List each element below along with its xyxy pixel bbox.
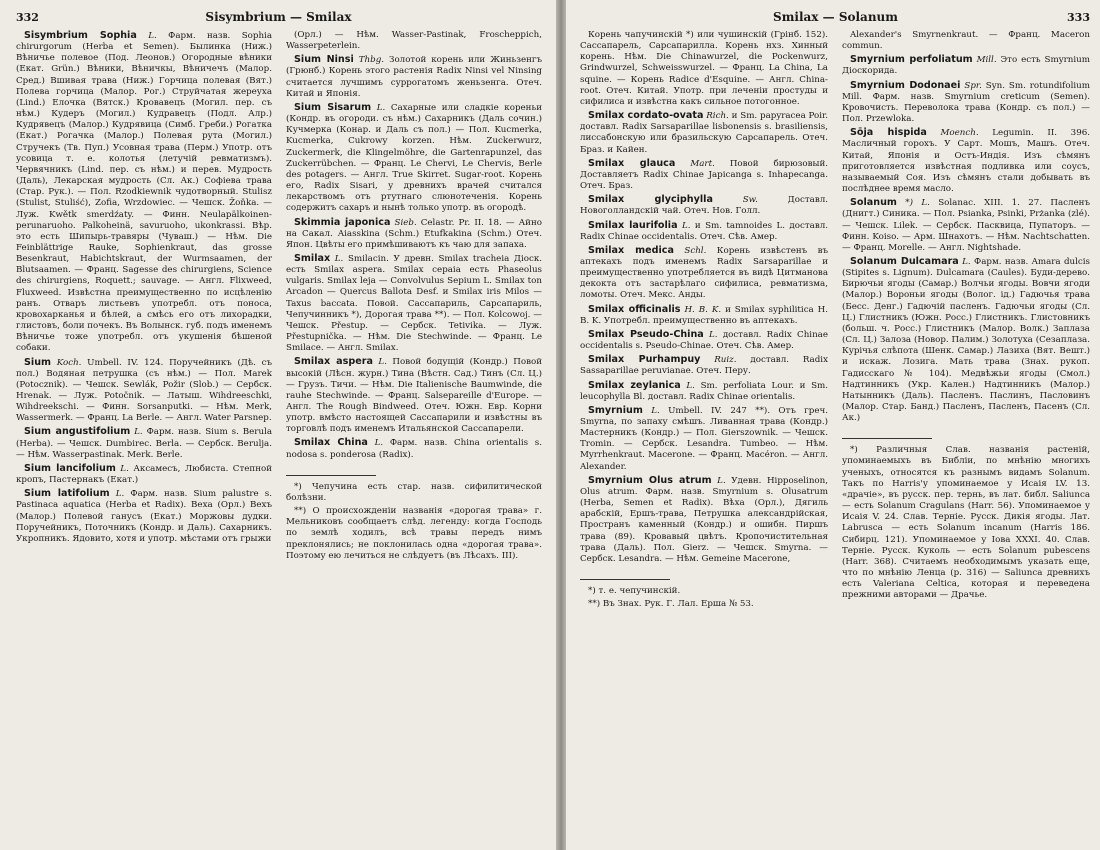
entry-text: Alexander's Smyrnenkraut. — Франц. Maceron commun. — [842, 30, 1090, 52]
footnote-rule — [580, 579, 670, 580]
dictionary-entry — [842, 80, 1090, 126]
entry-text: Smilacin. У древн. Smilax tracheia Діоск. есть Smilax aspera. Smilax cepaia есть Phaseolus vulgaris. Smilax leja — Convolvulus Sepium L. Smilax ton Arcadon — Quercus Ballota Desf. и Smilax iris Milos — Taxus baccata. Повой. Сассапариль, Сарсапариль, Чепучинникъ *), Дорогая трава **). — Пол. Kolcowoj. — Чешск. Přestup. — Сербск. Tetivika. — Луж. Přestupnička. — Нѣм. Die Stechwinde. — Франц. Le Smilace. — Англ. Smilax. — [286, 253, 543, 354]
entry-author: Mart. — [690, 158, 715, 169]
dictionary-entry — [580, 475, 828, 565]
entry-author: L. — [378, 357, 387, 368]
book-gutter — [556, 0, 566, 850]
dictionary-entry — [580, 405, 828, 473]
entry-text: Повой бирюзовый. Доставляетъ Radix Chinae Japicanga s. Inhapecanga. Отеч. Браз. — [580, 158, 829, 192]
dictionary-entry — [842, 197, 1090, 254]
entry-headword: Sisymbrium Sophia — [24, 30, 137, 41]
entry-author: H. B. K. — [684, 304, 722, 315]
dictionary-entry — [286, 54, 542, 100]
dictionary-entry — [16, 426, 272, 460]
entry-text: Фарм. назв. Sium palustre s. Pastinaca aquatica (Herba et Radix). Веха (Орл.) Вехъ (Малор.) Полевой ганусъ (Екат.) Моржовы дудки. Поручейникъ, Поточникъ (Кондр. и Даль). Сахарникъ. Укропникъ. Ядовито, хотя и употр. мѣстами отъ грыжи — [16, 489, 272, 544]
entry-headword: Smyrnium Olus atrum — [588, 474, 712, 486]
entry-author: Koch. — [56, 357, 82, 368]
entry-headword: Solanum Dulcamara — [850, 255, 959, 267]
entry-text: Корень чапучинскій *) или чушинскій (Грінб. 152). Сассапарель, Сарсапарилла. Корень нхз. Хинный корень. Нѣм. Die Chinawurzel, die Pockenwurz, Grindwurzel, Schweisswurzel. — Франц. La China, La squine. — Корень Radice d'Esquine. — Англ. China-root. Отеч. Китай. Употр. при леченіи простуды и сифилиса и извѣстна какъ сильное потогонное. — [580, 30, 828, 107]
entry-headword: Sium Ninsi — [294, 54, 354, 66]
entry-text: Celastr. Pr. II. 18. — Айно на Сакал. Aiasskina (Schm.) Etufkakina (Schm.) Отеч. Япон. Цвѣты его примѣшиваютъ къ чаю для запаха. — [286, 217, 542, 250]
entry-author: Thbg. — [358, 55, 385, 66]
entry-headword: Smilax Pseudo-China — [588, 328, 704, 340]
entry-text: Sm. perfoliata Lour. и Sm. leucophylla Bl. доставл. Radix Chinae orientalis. — [580, 380, 829, 402]
footnote: *) Различныя Слав. названія растеній, упоминаемыхъ въ Библіи, по мнѣнію многихъ ученыхъ, относятся къ разнымъ видамъ Solanum. Такъ по Harris'у упоминаемое у Исаія LV. 13. «драчіе», въ русск. пер. тернь, въ лат. библ. Saliunca — есть Solanum Cragulans (Harr. 56). Упоминаемое у Исаія V. 24. Слав. Терніе. Русск. Дикія ягоды. Лат. Labrusca — есть Solanum incanum (Harris 186. Сибирц. 121). Упоминаемое у Іова XXXI. 40. Слав. Терніе. Русск. Куколь — есть Solanum pubescens (Harr. 368). Считаемъ необходимымъ указать еще, что по мнѣнію Ленца (р. 316) — Saliunca древнихъ есть Valeriana Celtica, которая и переведена прежними авторами — Драчье. — [842, 445, 1090, 601]
left-col-1 — [16, 30, 272, 564]
footnote-rule — [842, 438, 932, 439]
dictionary-entry — [842, 30, 1090, 52]
footnote-rule — [286, 475, 376, 476]
entry-text: Фарм. назв. Sophia chirurgorum (Herba et Semen). Былинка (Ниж.) Вѣничье полевое (Под. Леонов.) Огородные вѣники (Екат. Grün.) Вѣники, Вѣничкы, Вѣничечъ (Малор. Сред.) Вшивая трава (Ниж.) Горчица полевая (Вят.) Полева горчица (Малор. Рог.) Струйчатая жереуха (Lind.) Елочка (Вятск.) Кровавецъ (Могил. пер. съ нѣм.) Кудеръ (Могил.) Кудравецъ (Подл. Алр.) Кудрявецъ (Малор.) Кудрявица (Симб. Греби.) Рогатка (Екат.) Рогачка (Малор.) Полевая рута (Могил.) Стручекъ (Тв. Пуп.) Усовная трава (Перм.) Употр. отъ усовица т. е. колотья (летучій ревматизмъ). Червячникъ (Lind. пер. съ нѣм.) и перев. Мудрость (Даль), Лекарская мудрость (Сл. Ак.) Софіева трава (Стар. Рук.). — Пол. Rzodkiewnik чудотворный. Stulisz (Stulist, Stuliść), Zofia, Wrzdowiec. — Чешск. Žoňka. — Луж. Kwětk smerdźaty. — Финн. Neulapälkoinen-perunaruoho. Palkoheinä, savuruoho, ukonkrassi. Вѣр. это есть Шипырь-травяры (Чуваш.) — Нѣм. Die Feinblättrige Rauke, Sophienkraut, das grosse Besenkraut, Habichtskraut, der Wurmsaamen, der Blutsaamen. — Франц. Sagesse des chirurgiens, Science des chirurgiens, Roquett.; sauvage. — Англ. Flixweed, Fluxweed. Извѣстна преимущественно по исцѣленію ранъ. Отваръ листьевъ употребл. отъ поноса, кровохарканья и бѣлей, а смѣсь его отъ лихорадки, глистовъ, боли почекъ. Въ Волынск. губ. подъ именемъ Вѣничье тоже употребл. отъ укушенія бѣшеной собаки. — [16, 31, 272, 354]
left-running-head: Sisymbrium — Smilax — [205, 10, 352, 24]
entry-text: Корень извѣстенъ въ аптекахъ подъ именемъ Radix Sarsaparillae и преимущественно употребляется въ видѣ Цитманова декокта отъ застарѣлаго сифилиса, ревматизма, ломоты. Отеч. Мекс. Анды. — [580, 245, 828, 301]
entry-author: L. — [376, 102, 386, 113]
entry-author: Rich. — [706, 111, 729, 122]
entry-text: Удевн. Hipposelinon, Olus atrum. Фарм. назв. Smyrnium s. Olusatrum (Herba, Semen et Radix). Вѣха (Орл.), Дягиль арабскій, Ершъ-трава, Петрушка александрійская, Пространъ каменный (Кондр.) и ошибн. Пиршъ трава (89). Кровавый цвѣтъ. Кропочистительная трава (Даль). Пол. Gierz. — Чешск. Smyrna. — Сербск. Lesandra. — Нѣм. Gemeine Macerone, — [580, 475, 829, 564]
entry-text: Доставл. Новоголландскій чай. Отеч. Нов. Голл. — [580, 195, 828, 217]
entry-author: L. — [709, 329, 718, 340]
entry-author: L. — [962, 256, 971, 267]
entry-author: Mill. — [976, 55, 997, 66]
right-page — [566, 0, 1100, 850]
dictionary-entry — [580, 194, 828, 217]
entry-headword: Smilax zeylanica — [588, 379, 681, 391]
dictionary-entry — [580, 30, 828, 108]
entry-text: Сахарные или сладкіе кореньи (Кондр. въ огороди. съ нѣм.) Сахарникъ (Даль сочин.) Кучмерка (Конар. и Даль съ пол.) — Пол. Kucmerka, Kucmerka, Cukrowy korzen. Нѣм. Zuckerwurz, Zuckermerk, die Klingelmöhre, die Gartenrapunzel, das Zuckerrübchen. — Франц. Le Chervi, Le Chervis, Berle des potagers. — Англ. True Skirret. Sugar-root. Корень его, Radix Sisari, у древнихъ врачей считался лекарствомъ отъ ртутнаго слюнотеченія. Корень содержитъ сахаръ и нынѣ только употр. въ огородѣ. — [286, 102, 542, 214]
dictionary-entry — [286, 437, 542, 460]
entry-headword: Smilax glauca — [588, 157, 676, 169]
entry-text: Фарм. назв. Sium s. Berula (Herba). — Чешск. Dumbirec. Berla. — Сербск. Berulja. — Нѣм. Wasserpastinak. Merk. Berle. — [16, 427, 273, 460]
dictionary-entry — [16, 463, 272, 486]
right-footnotes — [842, 445, 1090, 601]
entry-text: доставл. Radix Sassaparillae peruvianae. Отеч. Перу. — [580, 355, 828, 377]
entry-text: Повой бодущій (Кондр.) Повой высокій (Лѣсн. журн.) Тина (Вѣстн. Сад.) Тинъ (Сл. Ц.) — Грузъ. Тичи. — Нѣм. Die Italienische Baumwinde, die rauhe Stechwinde. — Франц. Salsepareille d'Europe. — Англ. The Rough Bindweed. Отеч. Южн. Евр. Корни употр. вмѣсто настоящей Сассапарили и извѣстны въ торговлѣ подъ именемъ Итальянской Сассапарели. — [286, 357, 543, 435]
dictionary-entry — [580, 110, 828, 156]
entry-headword: Sium — [24, 356, 52, 368]
entry-headword: Smilax glyciphylla — [588, 194, 713, 206]
entry-headword: Smilax Purhampuy — [588, 354, 701, 366]
entry-author: Schl. — [684, 245, 707, 256]
entry-author: Moench. — [940, 128, 979, 139]
footnote: **) Въ Знах. Рук. Г. Лал. Ерша № 53. — [588, 599, 754, 610]
dictionary-entry — [286, 253, 542, 354]
entry-text: Это есть Smyrnium Діоскорида. — [842, 55, 1091, 77]
dictionary-entry — [286, 356, 542, 435]
right-page-number: 333 — [1067, 11, 1090, 24]
entry-author: Ruiz. — [714, 355, 737, 366]
dictionary-entry — [286, 217, 542, 251]
entry-text: Legumin. II. 396. Масличный горохъ. У Сарт. Мошъ, Машъ. Отеч. Китай, Японія и Остъ-Индія. Изъ сѣмянъ приготовляется извѣстная подливка или соусъ, называемый Соя. Изъ сѣмянъ стали добывать въ послѣднее время масло. — [842, 128, 1091, 195]
entry-headword: Smilax cordato-ovata — [588, 110, 704, 122]
footnote: *) т. е. чепучинскій. — [588, 586, 681, 597]
right-col-2 — [842, 30, 1090, 612]
dictionary-entry — [16, 357, 272, 425]
dictionary-entry — [286, 30, 542, 52]
footnote: **) О происхожденіи названія «дорогая трава» г. Мельниковъ сообщаетъ слѣд. легенду: когда Господь по землѣ ходилъ, всѣ травы передъ нимъ преклонялись; не поклонилась одна «дорогая трава». Поэтому ею лечиться не слѣдуетъ (въ Лѣсахъ. III). — [286, 506, 542, 561]
dictionary-entry — [580, 158, 828, 192]
entry-headword: Smilax China — [294, 437, 368, 449]
entry-text: Фарм. назв. China orientalis s. nodosa s. ponderosa (Radix). — [286, 438, 543, 460]
entry-author: L. — [681, 220, 691, 231]
entry-headword: Skimmia japonica — [294, 216, 391, 228]
dictionary-entry — [842, 54, 1090, 77]
entry-text: Syn. Sm. rotundifolium Mill. Фарм. назв. Smyrnium creticum (Semen). Кровочисть. Переволока трава (Кондр. съ пол.) — Пол. Przewloka. — [842, 80, 1091, 125]
dictionary-entry — [580, 380, 828, 403]
right-col-1-entries — [580, 30, 828, 565]
entry-headword: Smyrnium Dodonaei — [850, 79, 961, 91]
dictionary-entry — [842, 256, 1090, 424]
entry-author: L. — [148, 31, 157, 41]
entry-headword: Sōja hispida — [850, 127, 927, 139]
entry-author: L. — [120, 463, 129, 474]
entry-headword: Sium latifolium — [24, 488, 110, 500]
dictionary-entry — [16, 30, 272, 355]
entry-author: L. — [334, 253, 344, 264]
dictionary-entry — [580, 304, 828, 327]
left-col-2 — [286, 30, 542, 564]
entry-text: и Sm. papyracea Poir. доставл. Radix Sarsaparillae lisbonensis s. brasiliensis, лиссабонскую или бразильскую Сарсапарель. Отеч. Браз. и Кайен. — [580, 111, 829, 155]
right-page-header — [580, 10, 1090, 30]
entry-author: L. — [374, 438, 384, 449]
entry-text: доставл. Radix Chinae occidentalis s. Pseudo-Chinae. Отеч. Сѣв. Амер. — [580, 329, 828, 352]
dictionary-entry — [580, 329, 828, 352]
entry-text: Umbell. IV. 247 **). Отъ греч. Smyrna, по запаху смѣшъ. Ливанная трава (Кондр.) Мастерникъ (Кондр.) — Пол. Gierszownik. — Чешск. Tromin. — Сербск. Lesandra. Tumbeo. — Нѣм. Myrrhenkraut. Macerone. — Франц. Macéron. — Англ. Alexander. — [580, 405, 828, 472]
entry-headword: Smilax — [294, 252, 331, 264]
left-footnotes — [286, 482, 542, 562]
right-col-1-footnotes — [580, 586, 828, 610]
entry-author: L. — [717, 475, 726, 486]
left-col-2-entries — [286, 30, 542, 461]
entry-headword: Sium angustifolium — [24, 426, 131, 438]
entry-author: Sieb. — [394, 217, 417, 228]
dictionary-entry — [286, 102, 542, 215]
entry-headword: Smyrnium perfoliatum — [850, 54, 973, 66]
entry-headword: Smilax laurifolia — [588, 219, 678, 231]
entry-text: Solanac. XIII. 1. 27. Пасленъ (Днигт.) Синика. — Пол. Psianka, Psinki, Prżanka (zlé). — Чешск. Lilek. — Сербск. Пасквица, Пупаторъ. — Финн. Koiso. — Арм. Шнахотъ. — Нѣм. Nachtschatten. — Франц. Morelle. — Англ. Nightshade. — [842, 198, 1091, 253]
entry-headword: Sium lancifolium — [24, 462, 116, 474]
entry-author: Sw. — [742, 195, 758, 206]
dictionary-entry — [580, 220, 828, 243]
right-col-1 — [580, 30, 828, 612]
dictionary-entry — [16, 488, 272, 545]
dictionary-entry — [580, 354, 828, 377]
entry-headword: Smyrnium — [588, 404, 643, 416]
entry-headword: Smilax aspera — [294, 356, 373, 368]
entry-author: L. — [686, 380, 695, 391]
left-page-number: 332 — [16, 11, 39, 24]
entry-headword: Smilax medica — [588, 244, 674, 256]
entry-text: Umbell. IV. 124. Поручейникъ (Дѣ. съ пол.) Водяная петрушка (съ нѣм.) — Пол. Marek (Potocznik). — Чешск. Sewlák, Požir (Slob.) — Сербск. Hrenak. — Луж. Potočnik. — Латыш. Wihdreeschki, Wihdreekschi. — Финн. Sorsanputki. — Нѣм. Merk, Wassermerk. — Франц. La Berle. — Англ. Water Parsnep. — [16, 357, 273, 424]
entry-text: Золотой корень или Жиньзенгъ (Грюнб.) Корень этого растенія Radix Ninsi vel Ninsing считается лучшимъ суррогатомъ женьзенга. Отеч. Китай и Японія. — [286, 55, 543, 99]
entry-text: и Sm. tamnoides L. доставл. Radix Chinae occidentalis. Отеч. Сѣв. Амер. — [580, 220, 829, 242]
entry-author: Spr. — [964, 80, 982, 91]
entry-author: L. — [134, 427, 143, 438]
entry-text: и Smilax syphilitica H. B. K. Употребл. преимущественно въ аптекахъ. — [580, 304, 829, 326]
right-col-2-entries — [842, 30, 1090, 424]
dictionary-entry — [580, 245, 828, 302]
left-page-header — [16, 10, 542, 30]
entry-text: (Орл.) — Нѣм. Wasser-Pastinak, Froscheppich, Wasserpeterlein. — [286, 30, 542, 52]
right-running-head: Smilax — Solanum — [773, 10, 898, 24]
entry-author: *) L. — [905, 198, 930, 209]
entry-author: L. — [651, 405, 660, 416]
entry-text: Аксамесъ, Любиста. Степной кропъ, Пастернакъ (Екат.) — [16, 463, 273, 486]
dictionary-entry — [842, 127, 1090, 195]
entry-headword: Sium Sisarum — [294, 101, 372, 113]
entry-headword: Solanum — [850, 197, 897, 209]
footnote: *) Чепучина есть стар. назв. сифилитической болѣзни. — [286, 481, 542, 503]
entry-headword: Smilax officinalis — [588, 303, 681, 315]
entry-author: L. — [115, 489, 125, 500]
entry-text: Фарм. назв. Amara dulcis (Stipites s. Lignum). Dulcamara (Caules). Буди-дерево. Бирючьи ягоды (Самар.) Волчьи ягоды. Вовчи ягоди (Малор.) Вороньи ягоды (Волог. ід.) Гадючья трава (Бесс. Денг.) Гадючій пасленъ. Гадючьи ягоды (Сл. Ц.) Глистникъ (Южн. Росс.) Глистникъ. Глистовникъ (больш. ч. Росс.) Глистникъ (Малор. Волк.) Заплаза (Сл. Ц.) Залоза (Новор. Палим.) Золотуха (Сезаплаза. Курічья слѣпота (Шенк. Самар.) Лазиха (Вят. Вешт.) и искаж. Лозига. Мать трава (Знах. рукоп. Гадисскаго № 104). Медвѣжьи ягоды (Смол.) Надтинникъ (Укр. Кален.) Надтинникъ (Малор.) Натынникъ (Даль). Пасленъ. Паслинъ, Пасловинъ (Малор. Стар. Банд.) Пасленъ, Пасленъ, Пасенъ (Сл. Ак.) — [842, 256, 1090, 424]
